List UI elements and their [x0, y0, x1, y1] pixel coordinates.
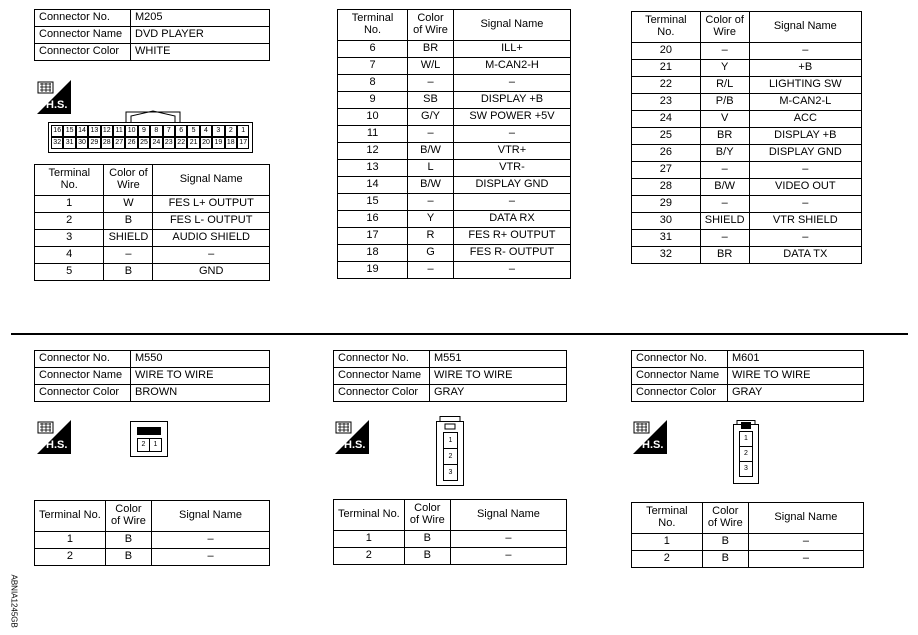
- wire-color: B: [105, 549, 151, 566]
- wire-color: P/B: [700, 94, 749, 111]
- terminal-row: [632, 230, 862, 247]
- m205-pin: 17: [237, 137, 249, 149]
- wire-color: –: [700, 162, 749, 179]
- terminal-no: 9: [338, 92, 408, 109]
- info-label: Connector No.: [632, 351, 728, 368]
- header-row: [35, 501, 270, 532]
- signal-name: FES R- OUTPUT: [453, 245, 570, 262]
- terminal-no: 17: [338, 228, 408, 245]
- terminal-row: [632, 43, 862, 60]
- signal-name: –: [453, 75, 570, 92]
- terminal-no: 13: [338, 160, 408, 177]
- terminal-no: 21: [632, 60, 701, 77]
- wire-color: W/L: [408, 58, 454, 75]
- m205-pin: 23: [163, 137, 175, 149]
- signal-name: ACC: [749, 111, 861, 128]
- header-row: [632, 12, 862, 43]
- terminal-row: [632, 77, 862, 94]
- terminal-row: [35, 230, 270, 247]
- terminal-row: [632, 534, 864, 551]
- info-label: Connector Name: [35, 368, 131, 385]
- signal-name: –: [453, 194, 570, 211]
- m205-pin: 18: [225, 137, 237, 149]
- terminal-row: [35, 264, 270, 281]
- wire-color: SB: [408, 92, 454, 109]
- info-row: [632, 351, 864, 368]
- wire-color-header: Color of Wire: [700, 12, 749, 43]
- harness-side-label: H.S.: [46, 99, 68, 111]
- terminal-no: 32: [632, 247, 701, 264]
- terminal-no: 22: [632, 77, 701, 94]
- terminal-row: [338, 177, 571, 194]
- terminal-no-header: Terminal No.: [35, 501, 106, 532]
- m205-pin: 9: [138, 125, 150, 137]
- m551-connector-face: [436, 416, 464, 486]
- info-label: Connector Name: [632, 368, 728, 385]
- signal-name: –: [749, 230, 861, 247]
- wire-color: –: [408, 75, 454, 92]
- signal-name: VTR-: [453, 160, 570, 177]
- terminal-no: 19: [338, 262, 408, 279]
- wire-color: –: [700, 230, 749, 247]
- wire-color: BR: [408, 41, 454, 58]
- m205-pin: 20: [200, 137, 212, 149]
- m205-pin: 3: [212, 125, 224, 137]
- wire-color: –: [700, 196, 749, 213]
- wire-color: G: [408, 245, 454, 262]
- info-value: M551: [430, 351, 567, 368]
- terminal-no: 2: [35, 213, 104, 230]
- wire-color-header: Color of Wire: [105, 501, 151, 532]
- m205-info-table: [34, 9, 270, 61]
- terminal-no-header: Terminal No.: [632, 12, 701, 43]
- terminal-row: [338, 109, 571, 126]
- terminal-no: 27: [632, 162, 701, 179]
- wire-color: BR: [700, 247, 749, 264]
- terminal-no: 25: [632, 128, 701, 145]
- wire-color: Y: [700, 60, 749, 77]
- signal-name: ILL+: [453, 41, 570, 58]
- m205-pin: 32: [51, 137, 63, 149]
- m205-pin: 13: [88, 125, 100, 137]
- wire-color: B: [702, 534, 748, 551]
- terminal-no: 7: [338, 58, 408, 75]
- terminal-row: [334, 531, 567, 548]
- signal-name-header: Signal Name: [450, 500, 566, 531]
- terminal-row: [338, 228, 571, 245]
- m205-pin: 28: [101, 137, 113, 149]
- signal-name: DATA RX: [453, 211, 570, 228]
- info-label: Connector No.: [334, 351, 430, 368]
- terminal-no: 10: [338, 109, 408, 126]
- m205-terminal-table-c: [631, 11, 862, 264]
- info-row: [35, 27, 270, 44]
- m205-pin: 8: [150, 125, 162, 137]
- m551-pin: 2: [443, 448, 458, 465]
- signal-name: +B: [749, 60, 861, 77]
- info-label: Connector Name: [334, 368, 430, 385]
- header-row: [334, 500, 567, 531]
- m601-pin: 3: [739, 461, 753, 477]
- terminal-row: [338, 143, 571, 160]
- signal-name: VIDEO OUT: [749, 179, 861, 196]
- m550-connector-lock: [137, 427, 161, 435]
- terminal-row: [338, 126, 571, 143]
- terminal-no-header: Terminal No.: [338, 10, 408, 41]
- terminal-no: 20: [632, 43, 701, 60]
- terminal-no: 1: [334, 531, 405, 548]
- harness-side-label: H.S.: [642, 439, 664, 451]
- m205-pin: 30: [76, 137, 88, 149]
- info-row: [35, 351, 270, 368]
- terminal-no-header: Terminal No.: [334, 500, 405, 531]
- terminal-no: 3: [35, 230, 104, 247]
- terminal-no: 14: [338, 177, 408, 194]
- m205-pin: 2: [225, 125, 237, 137]
- harness-side-icon: [335, 420, 369, 454]
- terminal-row: [35, 532, 270, 549]
- signal-name: –: [748, 551, 863, 568]
- terminal-no: 4: [35, 247, 104, 264]
- wire-color: B/W: [408, 143, 454, 160]
- wire-color: B: [104, 264, 153, 281]
- signal-name: FES L+ OUTPUT: [153, 196, 270, 213]
- terminal-row: [35, 213, 270, 230]
- info-row: [35, 385, 270, 402]
- m205-pin: 16: [51, 125, 63, 137]
- wire-color: B/W: [408, 177, 454, 194]
- terminal-row: [338, 194, 571, 211]
- harness-side-label: H.S.: [46, 439, 68, 451]
- m550-pin: 2: [137, 438, 150, 452]
- terminal-row: [35, 196, 270, 213]
- signal-name: –: [749, 43, 861, 60]
- m205-pin: 19: [212, 137, 224, 149]
- terminal-no: 2: [334, 548, 405, 565]
- signal-name: –: [749, 162, 861, 179]
- wire-color: B/W: [700, 179, 749, 196]
- wire-color: SHIELD: [700, 213, 749, 230]
- wire-color: BR: [700, 128, 749, 145]
- signal-name: LIGHTING SW: [749, 77, 861, 94]
- signal-name: M-CAN2-L: [749, 94, 861, 111]
- signal-name: FES R+ OUTPUT: [453, 228, 570, 245]
- info-label: Connector Color: [35, 44, 131, 61]
- m205-pin: 12: [101, 125, 113, 137]
- signal-name-header: Signal Name: [453, 10, 570, 41]
- terminal-row: [338, 245, 571, 262]
- info-row: [334, 385, 567, 402]
- terminal-row: [632, 247, 862, 264]
- terminal-no: 11: [338, 126, 408, 143]
- m205-pin: 4: [200, 125, 212, 137]
- header-row: [338, 10, 571, 41]
- signal-name: –: [450, 548, 566, 565]
- terminal-row: [632, 551, 864, 568]
- m205-pin: 5: [187, 125, 199, 137]
- wire-color: V: [700, 111, 749, 128]
- m601-terminal-table: [631, 502, 864, 568]
- m205-pin: 26: [125, 137, 137, 149]
- m550-connector-face: [130, 421, 168, 457]
- terminal-no: 1: [632, 534, 703, 551]
- wire-color: B: [105, 532, 151, 549]
- terminal-row: [35, 247, 270, 264]
- wire-color: B: [404, 531, 450, 548]
- terminal-no: 15: [338, 194, 408, 211]
- m601-info-table: [631, 350, 864, 402]
- terminal-no: 2: [35, 549, 106, 566]
- terminal-no: 28: [632, 179, 701, 196]
- terminal-no: 23: [632, 94, 701, 111]
- terminal-row: [338, 262, 571, 279]
- wire-color-header: Color of Wire: [702, 503, 748, 534]
- terminal-row: [632, 94, 862, 111]
- signal-name-header: Signal Name: [153, 165, 270, 196]
- info-row: [632, 385, 864, 402]
- m205-pin: 24: [150, 137, 162, 149]
- info-row: [35, 368, 270, 385]
- signal-name-header: Signal Name: [152, 501, 270, 532]
- terminal-row: [632, 111, 862, 128]
- figure-code: ABNIA1245GB: [9, 574, 19, 628]
- terminal-no: 30: [632, 213, 701, 230]
- signal-name-header: Signal Name: [749, 12, 861, 43]
- terminal-row: [632, 162, 862, 179]
- wire-color: B: [404, 548, 450, 565]
- m205-pin: 11: [113, 125, 125, 137]
- wire-color: –: [104, 247, 153, 264]
- terminal-no-header: Terminal No.: [632, 503, 703, 534]
- harness-side-icon: [633, 420, 667, 454]
- m205-pin: 6: [175, 125, 187, 137]
- info-value: WHITE: [131, 44, 270, 61]
- terminal-row: [338, 92, 571, 109]
- signal-name: DISPLAY +B: [749, 128, 861, 145]
- signal-name: VTR SHIELD: [749, 213, 861, 230]
- terminal-no: 24: [632, 111, 701, 128]
- wire-color: –: [408, 262, 454, 279]
- m205-pin: 21: [187, 137, 199, 149]
- signal-name: DISPLAY GND: [453, 177, 570, 194]
- wire-color: R/L: [700, 77, 749, 94]
- info-label: Connector Color: [35, 385, 131, 402]
- terminal-no: 16: [338, 211, 408, 228]
- info-row: [35, 10, 270, 27]
- signal-name: –: [453, 126, 570, 143]
- signal-name: –: [450, 531, 566, 548]
- terminal-no: 26: [632, 145, 701, 162]
- harness-side-label: H.S.: [344, 439, 366, 451]
- terminal-row: [632, 145, 862, 162]
- wire-color: B: [702, 551, 748, 568]
- info-label: Connector No.: [35, 351, 131, 368]
- m205-pin: 22: [175, 137, 187, 149]
- wire-color: –: [408, 126, 454, 143]
- info-row: [632, 368, 864, 385]
- m205-pin: 15: [63, 125, 75, 137]
- info-row: [334, 351, 567, 368]
- signal-name: DISPLAY GND: [749, 145, 861, 162]
- wire-color-header: Color of Wire: [404, 500, 450, 531]
- wire-color: –: [408, 194, 454, 211]
- terminal-no: 8: [338, 75, 408, 92]
- m205-terminal-table-a: [34, 164, 270, 281]
- terminal-row: [338, 160, 571, 177]
- signal-name: GND: [153, 264, 270, 281]
- m205-pin: 25: [138, 137, 150, 149]
- m601-pin: 1: [739, 431, 753, 447]
- signal-name-header: Signal Name: [748, 503, 863, 534]
- signal-name: –: [153, 247, 270, 264]
- wire-color: B: [104, 213, 153, 230]
- info-value: DVD PLAYER: [131, 27, 270, 44]
- m550-info-table: [34, 350, 270, 402]
- info-value: GRAY: [430, 385, 567, 402]
- info-label: Connector Color: [334, 385, 430, 402]
- signal-name: AUDIO SHIELD: [153, 230, 270, 247]
- info-label: Connector Name: [35, 27, 131, 44]
- terminal-row: [632, 196, 862, 213]
- m205-pin: 31: [63, 137, 75, 149]
- terminal-no: 12: [338, 143, 408, 160]
- m205-pin: 7: [163, 125, 175, 137]
- wire-color: Y: [408, 211, 454, 228]
- info-value: WIRE TO WIRE: [728, 368, 864, 385]
- m551-terminal-table: [333, 499, 567, 565]
- terminal-no-header: Terminal No.: [35, 165, 104, 196]
- m550-pin: 1: [149, 438, 162, 452]
- m601-connector-face: [733, 420, 759, 484]
- terminal-no: 5: [35, 264, 104, 281]
- signal-name: M-CAN2-H: [453, 58, 570, 75]
- m551-pin: 3: [443, 464, 458, 481]
- terminal-row: [338, 41, 571, 58]
- header-row: [35, 165, 270, 196]
- terminal-row: [338, 75, 571, 92]
- wire-color: R: [408, 228, 454, 245]
- info-value: BROWN: [131, 385, 270, 402]
- terminal-row: [632, 60, 862, 77]
- terminal-row: [632, 128, 862, 145]
- m601-pin: 2: [739, 446, 753, 462]
- m205-pin: 27: [113, 137, 125, 149]
- wire-color-header: Color of Wire: [104, 165, 153, 196]
- terminal-no: 2: [632, 551, 703, 568]
- info-row: [334, 368, 567, 385]
- signal-name: –: [152, 532, 270, 549]
- signal-name: DATA TX: [749, 247, 861, 264]
- wire-color: W: [104, 196, 153, 213]
- wire-color: L: [408, 160, 454, 177]
- signal-name: –: [453, 262, 570, 279]
- info-value: WIRE TO WIRE: [131, 368, 270, 385]
- m205-pin: 29: [88, 137, 100, 149]
- m551-pin: 1: [443, 432, 458, 449]
- terminal-no: 18: [338, 245, 408, 262]
- section-divider: [11, 333, 908, 335]
- m205-pin: 1: [237, 125, 249, 137]
- info-label: Connector Color: [632, 385, 728, 402]
- info-value: WIRE TO WIRE: [430, 368, 567, 385]
- signal-name: DISPLAY +B: [453, 92, 570, 109]
- signal-name: VTR+: [453, 143, 570, 160]
- info-value: M205: [131, 10, 270, 27]
- info-value: GRAY: [728, 385, 864, 402]
- m205-pin: 10: [125, 125, 137, 137]
- terminal-row: [35, 549, 270, 566]
- wire-color: SHIELD: [104, 230, 153, 247]
- header-row: [632, 503, 864, 534]
- wire-color: B/Y: [700, 145, 749, 162]
- terminal-no: 6: [338, 41, 408, 58]
- m551-info-table: [333, 350, 567, 402]
- terminal-row: [338, 211, 571, 228]
- signal-name: –: [152, 549, 270, 566]
- terminal-no: 1: [35, 532, 106, 549]
- signal-name: –: [749, 196, 861, 213]
- wire-color-header: Color of Wire: [408, 10, 454, 41]
- terminal-no: 29: [632, 196, 701, 213]
- info-row: [35, 44, 270, 61]
- info-value: M550: [131, 351, 270, 368]
- terminal-no: 31: [632, 230, 701, 247]
- m205-pin: 14: [76, 125, 88, 137]
- terminal-row: [632, 213, 862, 230]
- terminal-row: [632, 179, 862, 196]
- m205-terminal-table-b: [337, 9, 571, 279]
- info-label: Connector No.: [35, 10, 131, 27]
- terminal-no: 1: [35, 196, 104, 213]
- m550-terminal-table: [34, 500, 270, 566]
- terminal-row: [334, 548, 567, 565]
- terminal-row: [338, 58, 571, 75]
- m205-connector-face: [48, 108, 253, 153]
- info-value: M601: [728, 351, 864, 368]
- signal-name: FES L- OUTPUT: [153, 213, 270, 230]
- harness-side-icon: [37, 420, 71, 454]
- wire-color: –: [700, 43, 749, 60]
- wire-color: G/Y: [408, 109, 454, 126]
- signal-name: SW POWER +5V: [453, 109, 570, 126]
- signal-name: –: [748, 534, 863, 551]
